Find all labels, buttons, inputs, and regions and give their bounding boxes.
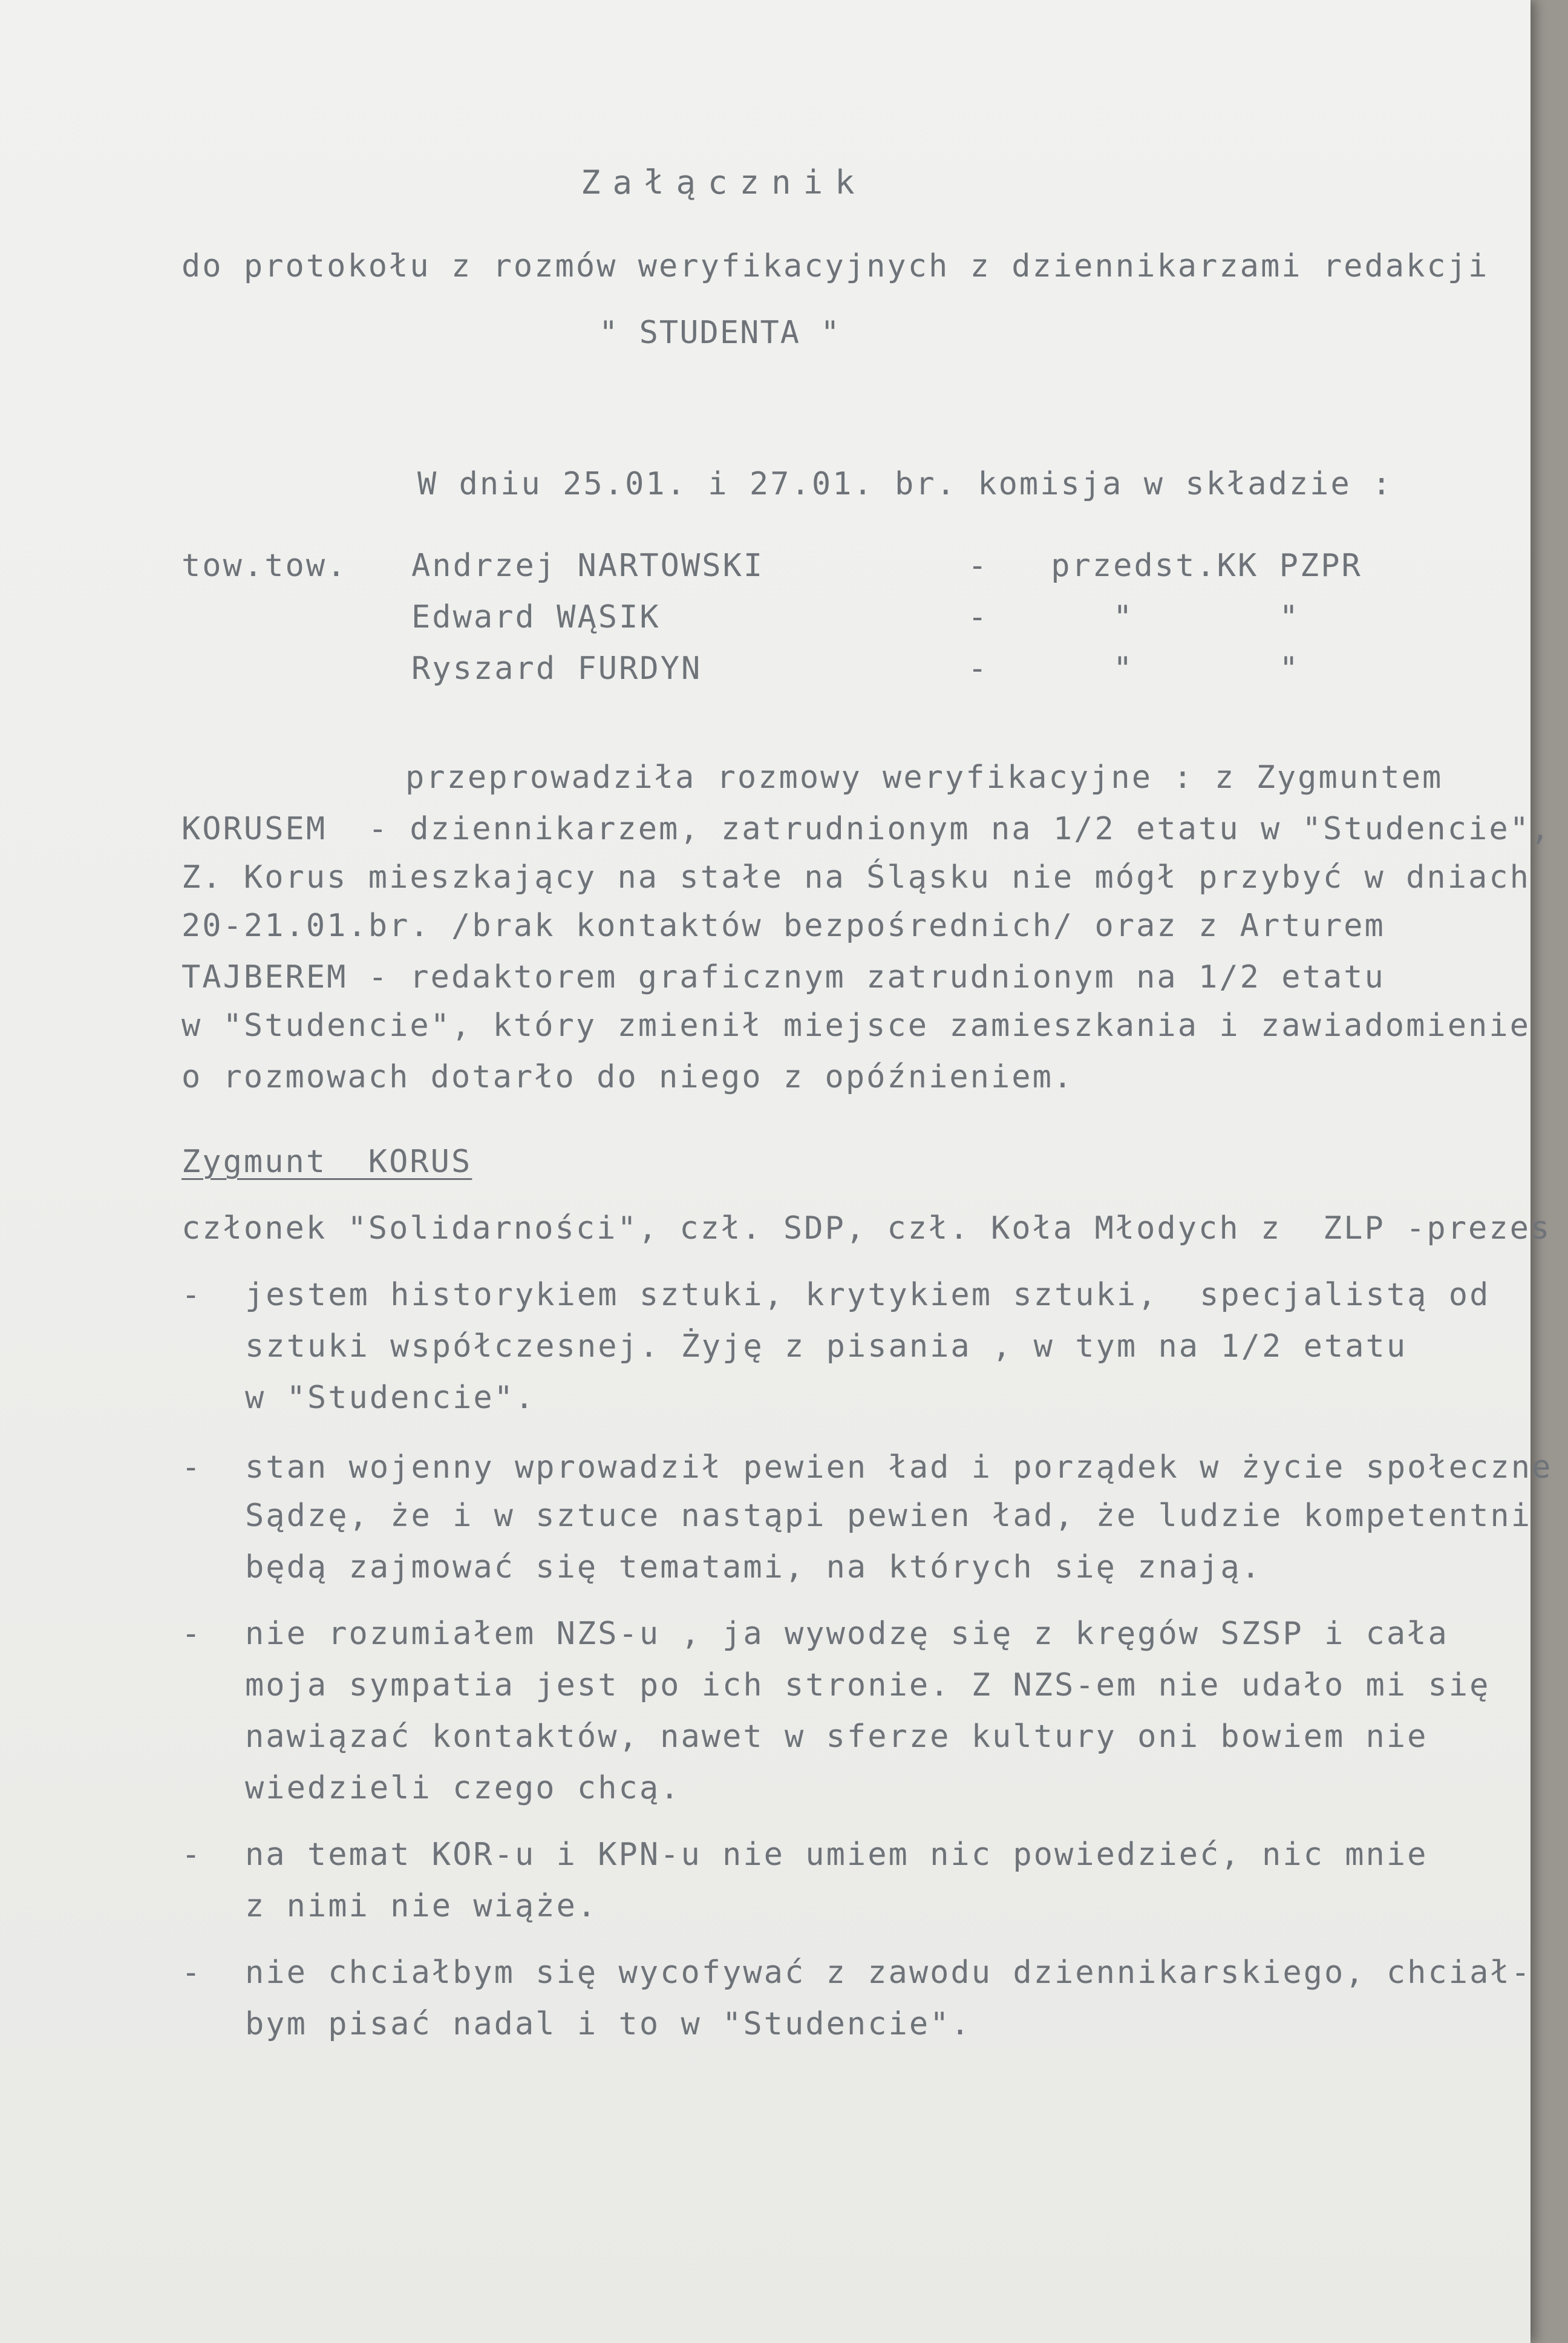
- bullet-dash: -: [181, 1616, 201, 1652]
- bullet-dash: -: [181, 1449, 201, 1486]
- statement-line: z nimi nie wiąże.: [245, 1888, 598, 1924]
- statement-line: w "Studencie".: [245, 1380, 536, 1416]
- document-title: Załącznik: [581, 163, 867, 202]
- statement-line: Sądzę, że i w sztuce nastąpi pewien ład, że ludzie kompetentni: [245, 1498, 1532, 1534]
- body-paragraph-line: TAJBEREM - redaktorem graficznym zatrudnionym na 1/2 etatu: [181, 959, 1385, 995]
- body-paragraph-line: o rozmowach dotarło do niego z opóźnieniem.: [181, 1059, 1074, 1095]
- committee-member-role: - " ": [968, 650, 1300, 687]
- body-paragraph-line: przeprowadziła rozmowy weryfikacyjne : z Zygmuntem: [405, 759, 1443, 796]
- document-subtitle-line1: do protokołu z rozmów weryfikacyjnych z dziennikarzami redakcji: [181, 248, 1489, 284]
- statement-line: nie rozumiałem NZS-u , ja wywodzę się z kręgów SZSP i cała: [245, 1616, 1449, 1652]
- committee-member-name: Andrzej NARTOWSKI: [411, 548, 765, 584]
- statement-line: jestem historykiem sztuki, krytykiem sztuki, specjalistą od: [245, 1277, 1491, 1313]
- bullet-dash: -: [181, 1277, 201, 1313]
- statement-line: moja sympatia jest po ich stronie. Z NZS-em nie udało mi się: [245, 1667, 1491, 1703]
- body-paragraph-line: KORUSEM - dziennikarzem, zatrudnionym na 1/2 etatu w "Studencie",: [181, 811, 1552, 847]
- document-subtitle-line2: " STUDENTA ": [599, 315, 841, 351]
- statement-line: na temat KOR-u i KPN-u nie umiem nic powiedzieć, nic mnie: [245, 1837, 1428, 1873]
- statement-line: sztuki współczesnej. Żyję z pisania , w tym na 1/2 etatu: [245, 1328, 1408, 1365]
- statement-line: nawiązać kontaktów, nawet w sferze kultury oni bowiem nie: [245, 1719, 1428, 1755]
- body-paragraph-line: Z. Korus mieszkający na stałe na Śląsku nie mógł przybyć w dniach: [181, 859, 1530, 896]
- statement-line: stan wojenny wprowadził pewien ład i porządek w życie społeczne: [245, 1449, 1553, 1486]
- committee-member-role: - " ": [968, 599, 1300, 635]
- statement-line: wiedzieli czego chcą.: [245, 1770, 681, 1806]
- committee-member-name: Ryszard FURDYN: [411, 650, 702, 687]
- committee-prefix: tow.tow.: [181, 548, 348, 584]
- intro-line: W dniu 25.01. i 27.01. br. komisja w składzie :: [417, 466, 1393, 502]
- body-paragraph-line: 20-21.01.br. /brak kontaktów bezpośrednich/ oraz z Arturem: [181, 908, 1385, 944]
- section-heading: Zygmunt KORUS: [181, 1144, 472, 1180]
- statement-line: będą zajmować się tematami, na których się znają.: [245, 1549, 1263, 1585]
- statement-line: nie chciałbym się wycofywać z zawodu dziennikarskiego, chciał-: [245, 1955, 1532, 1991]
- membership-line: członek "Solidarności", czł. SDP, czł. Koła Młodych z ZLP -prezes: [181, 1210, 1552, 1247]
- body-paragraph-line: w "Studencie", który zmienił miejsce zamieszkania i zawiadomienie: [181, 1008, 1530, 1044]
- committee-member-name: Edward WĄSIK: [411, 599, 661, 635]
- bullet-dash: -: [181, 1837, 201, 1873]
- bullet-dash: -: [181, 1955, 201, 1991]
- committee-member-role: - przedst.KK PZPR: [968, 548, 1362, 584]
- statement-line: bym pisać nadal i to w "Studencie".: [245, 2006, 972, 2042]
